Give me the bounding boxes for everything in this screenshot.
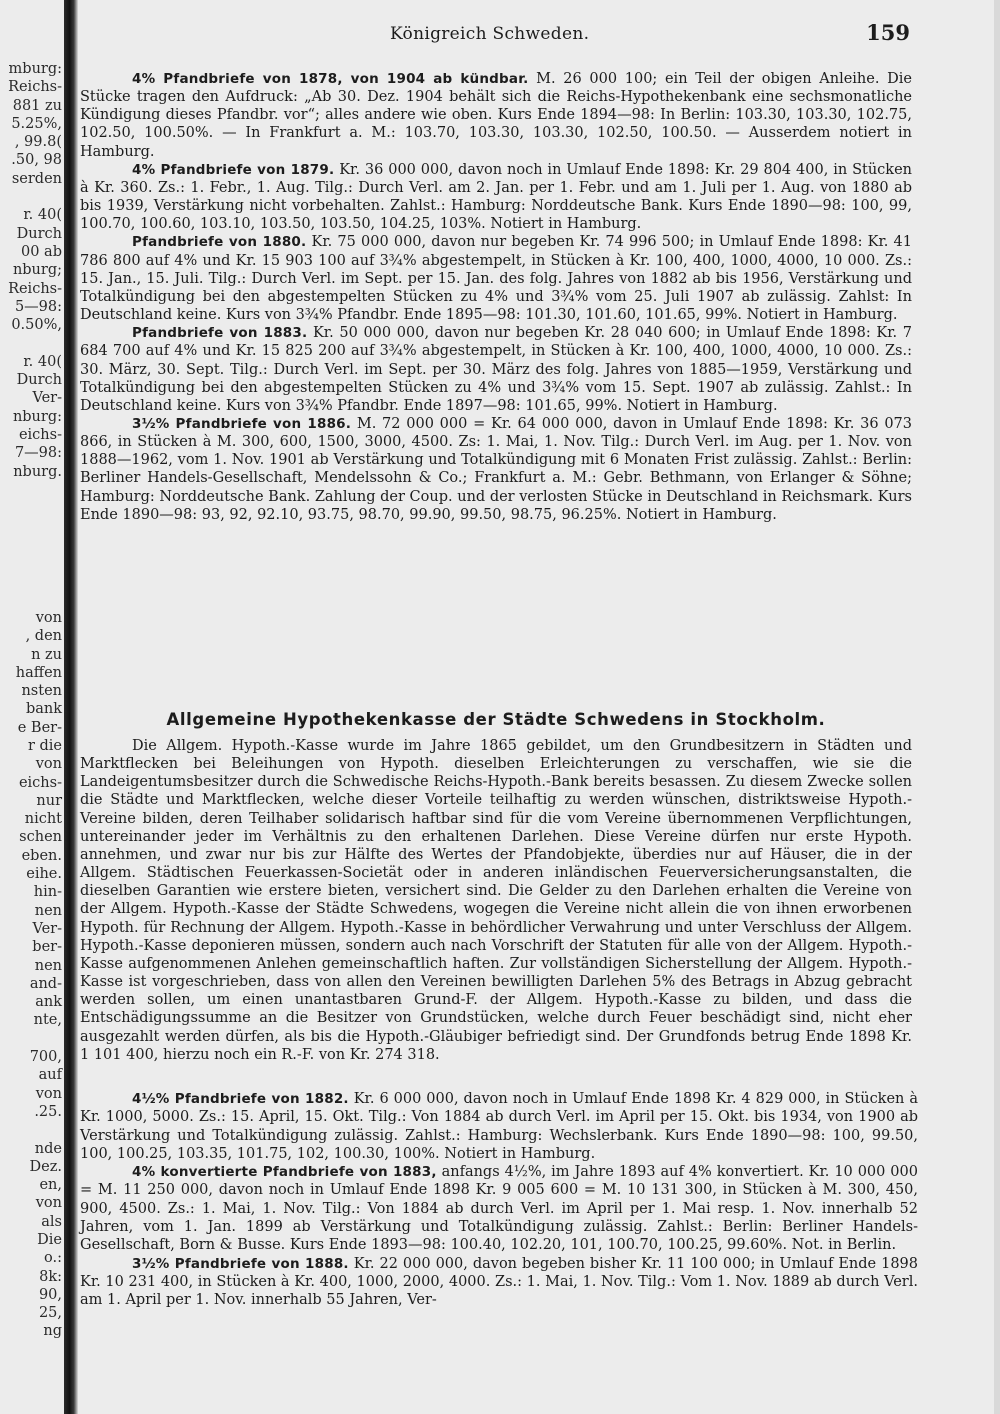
bond-entry-1880: [80, 233, 912, 324]
adjacent-page-text-fragment: 8k:: [39, 1268, 62, 1285]
page-number: 159: [866, 20, 910, 45]
bond-details: M. 72 000 000 = Kr. 64 000 000, davon in Umlauf Ende 1898: Kr. 36 073 866, in Stücken à M. 300, 600, 1500, 3000, 4500. Zs: 1. Mai, 1. Nov. Tilg.: Durch Verl. im Aug. per 1. Nov. von 1888—1962, vom 1. Nov. 1901 ab Verstärkung und Totalkündigung mit 6 Monaten Frist zulässig. Zahlst.: Berlin: Berliner Handels-Gesellschaft, Mendelssohn & Co.; Frankfurt a. M.: Gebr. Bethmann, von Erlanger & Söhne; Hamburg: Norddeutsche Bank. Zahlung der Coup. und der verlosten Stücke in Deutschland in Reichsmark. Kurs Ende 1890—98: 93, 92, 92.10, 93.75, 98.70, 99.90, 99.50, 98.75, 96.25%. Notiert in Hamburg.: [80, 415, 912, 523]
adjacent-page-text-fragment: [0, 517, 64, 535]
adjacent-page-text-fragment: , den: [25, 628, 62, 645]
bond-entry-1886: [80, 415, 912, 524]
adjacent-page-text-fragment: als: [41, 1213, 62, 1230]
adjacent-page-text-fragment: nde: [34, 1140, 62, 1157]
bond-heading: Pfandbriefe von 1880.: [132, 234, 307, 251]
adjacent-page-text-fragment: [0, 188, 64, 206]
bond-details: Kr. 75 000 000, davon nur begeben Kr. 74 996 500; in Umlauf Ende 1898: Kr. 41 786 800 auf 4% und Kr. 15 903 100 auf 3¾% abgestempelt, in Stücken à Kr. 100, 400, 1000, 4000, 10 000. Zs.: 15. Jan., 15. Juli. Tilg.: Durch Verl. im Sept. per 15. Jan. des folg. Jahres von 1882 ab bis 1956, Verstärkung und Totalkündigung bei den abgestempelten Stücken zu 4% und 3¾% vom 25. Juli 1907 ab zulässig. Zahlst: In Deutschland keine. Kurs von 3¾% Pfandbr. Ende 1895—98: 101.30, 101.60, 101.65, 99%. Notiert in Hamburg.: [80, 234, 912, 324]
adjacent-page-text-fragment: e Ber-: [17, 719, 62, 736]
section-title: Allgemeine Hypothekenkasse der Städte Schwedens in Stockholm.: [166, 710, 826, 729]
adjacent-page-text-fragment: nburg.: [13, 463, 62, 480]
bond-details: M. 26 000 100; ein Teil der obigen Anleihe. Die Stücke tragen den Aufdruck: „Ab 30. Dez. 1904 behält sich die Reichs-Hypothekenbank eine sechsmonatliche Kündigung dieses Pfandbr. vor“; alles andere wie oben. Kurs Ende 1894—98: In Berlin: 103.30, 103.30, 102.75, 102.50, 100.50%. — In Frankfurt a. M.: 103.70, 103.30, 103.30, 102.50, 100.50. — Ausserdem notiert in Hamburg.: [80, 71, 912, 160]
adjacent-page-text-fragment: schen: [19, 829, 62, 846]
adjacent-page-text-fragment: nur: [36, 792, 62, 809]
adjacent-page-text-fragment: ank: [35, 994, 62, 1011]
bond-entry-1888: [80, 1255, 918, 1310]
adjacent-page-text-fragment: Durch: [16, 372, 62, 389]
adjacent-page-text-fragment: von: [35, 1085, 62, 1102]
adjacent-page-text-fragment: o.:: [44, 1250, 62, 1267]
bond-heading: 3½% Pfandbriefe von 1888.: [132, 1255, 349, 1272]
adjacent-page-text-fragment: and-: [29, 975, 62, 992]
adjacent-page-text-fragment: Dez.: [29, 1158, 62, 1175]
adjacent-page-fragment: [0, 60, 64, 1414]
adjacent-page-text-fragment: nen: [34, 957, 62, 974]
bond-listing-section-1: [80, 70, 912, 524]
adjacent-page-text-fragment: bank: [25, 701, 62, 718]
adjacent-page-text-fragment: serden: [11, 170, 62, 187]
adjacent-page-text-fragment: Reichs-: [8, 280, 62, 297]
adjacent-page-text-fragment: von: [35, 1195, 62, 1212]
adjacent-page-text-fragment: eben.: [21, 847, 62, 864]
bond-heading: 3½% Pfandbriefe von 1886.: [132, 415, 352, 432]
adjacent-page-text-fragment: [0, 481, 64, 499]
adjacent-page-text-fragment: , 99.8(: [14, 134, 62, 151]
bond-entry-1883-converted: [80, 1163, 918, 1254]
adjacent-page-text-fragment: eichs-: [18, 426, 62, 443]
bond-details: Kr. 22 000 000, davon begeben bisher Kr. 11 100 000; in Umlauf Ende 1898 Kr. 10 231 400, in Stücken à Kr. 400, 1000, 2000, 4000. Zs.: 1. Mai, 1. Nov. Tilg.: Vom 1. Nov. 1889 ab durch Verl. am 1. April per 1. Nov. innerhalb 55 Jahren, Ver-: [80, 1255, 918, 1309]
adjacent-page-text-fragment: [0, 1121, 64, 1139]
bond-heading: 4% Pfandbriefe von 1878, von 1904 ab kündbar.: [132, 71, 529, 87]
adjacent-page-text-fragment: eichs-: [18, 774, 62, 791]
adjacent-page-text-fragment: 700,: [29, 1049, 62, 1066]
bond-entry-1878: [80, 70, 912, 161]
adjacent-page-text-fragment: nen: [34, 902, 62, 919]
bond-heading: 4½% Pfandbriefe von 1882.: [132, 1091, 349, 1107]
bond-details: Kr. 36 000 000, davon noch in Umlauf Ende 1898: Kr. 29 804 400, in Stücken à Kr. 360. Zs.: 1. Febr., 1. Aug. Tilg.: Durch Verl. am 2. Jan. per 1. Febr. und am 1. Juli per 1. Aug. von 1880 ab bis 1939, Verstärkung nicht vorbehalten. Zahlst.: Hamburg: Norddeutsche Bank. Kurs Ende 1890—98: 100, 99, 100.70, 100.60, 103.10, 103.50, 103.50, 104.25, 103%. Notiert in Hamburg.: [80, 161, 912, 233]
bond-entry-1883: [80, 324, 912, 415]
adjacent-page-text-fragment: nburg:: [12, 408, 62, 425]
adjacent-page-text-fragment: [0, 334, 64, 352]
adjacent-page-text-fragment: ng: [43, 1323, 62, 1340]
adjacent-page-text-fragment: Durch: [16, 225, 62, 242]
adjacent-page-text-fragment: 00 ab: [21, 243, 62, 260]
running-title: Königreich Schweden.: [390, 24, 590, 44]
adjacent-page-text-fragment: .25.: [34, 1103, 62, 1120]
bond-listing-section-2: [80, 1090, 918, 1310]
adjacent-page-text-fragment: [0, 536, 64, 554]
adjacent-page-text-fragment: 5.25%,: [11, 115, 62, 132]
adjacent-page-text-fragment: 0.50%,: [11, 317, 62, 334]
bond-entry-1882: [80, 1090, 918, 1163]
adjacent-page-text-fragment: nburg;: [12, 262, 62, 279]
adjacent-page-text-fragment: n zu: [31, 646, 62, 663]
adjacent-page-text-fragment: eihe.: [26, 866, 62, 883]
adjacent-page-text-fragment: r. 40(: [23, 207, 62, 224]
adjacent-page-text-fragment: 25,: [38, 1305, 62, 1322]
bond-heading: Pfandbriefe von 1883.: [132, 325, 308, 342]
bond-details: anfangs 4½%, im Jahre 1893 auf 4% konvertiert. Kr. 10 000 000 = M. 11 250 000, davon noch in Umlauf Ende 1898 Kr. 9 005 600 = M. 10 131 300, in Stücken à M. 300, 450, 900, 4500. Zs.: 1. Mai, 1. Nov. Tilg.: Von 1884 ab durch Verl. im April per 1. Mai resp. 1. Nov. innerhalb 52 Jahren, vom 1. Jan. 1899 ab Verstärkung und Totalkündigung zulässig. Zahlst.: Berlin: Berliner Handels-Gesellschaft, Born & Busse. Kurs Ende 1893—98: 100.40, 102.20, 101, 100.70, 100.25, 99.60%. Not. in Berlin.: [80, 1164, 918, 1254]
adjacent-page-text-fragment: Die: [37, 1232, 62, 1248]
adjacent-page-text-fragment: [0, 1341, 64, 1359]
adjacent-page-text-fragment: [0, 554, 64, 572]
adjacent-page-text-fragment: [0, 1359, 64, 1377]
adjacent-page-text-fragment: haffen: [15, 664, 62, 681]
bond-details: Kr. 50 000 000, davon nur begeben Kr. 28 040 600; in Umlauf Ende 1898: Kr. 7 684 700 auf 4% und Kr. 15 825 200 auf 3¾% abgestempelt, in Stücken à Kr. 100, 400, 1000, 4000, 10 000. Zs.: 30. März, 30. Sept. Tilg.: Durch Verl. im Sept. per 30. März des folg. Jahres von 1885—1959, Verstärkung und Totalkündigung bei den abgestempelten Stücken zu 4% und 3¾% vom 15. Sept. 1907 ab zulässig. Zahlst.: In Deutschland keine. Kurs von 3¾% Pfandbr. Ende 1897—98: 101.65, 99%. Notiert in Hamburg.: [80, 325, 912, 414]
adjacent-page-text-fragment: [0, 591, 64, 609]
adjacent-page-text-fragment: [0, 499, 64, 517]
adjacent-page-text-fragment: en,: [39, 1177, 62, 1194]
adjacent-page-text-fragment: [0, 1030, 64, 1048]
adjacent-page-text-fragment: 7—98:: [14, 445, 62, 462]
adjacent-page-text-fragment: 90,: [38, 1286, 62, 1303]
adjacent-page-text-fragment: 5—98:: [14, 298, 62, 315]
page-edge: [994, 0, 1000, 1414]
adjacent-page-text-fragment: nte,: [33, 1012, 62, 1029]
adjacent-page-text-fragment: nsten: [21, 683, 62, 700]
page-header: [80, 20, 910, 50]
adjacent-page-text-fragment: [0, 572, 64, 590]
institution-section: [80, 692, 912, 1064]
adjacent-page-text-fragment: Ver-: [32, 390, 62, 407]
bond-heading: 4% Pfandbriefe von 1879.: [132, 161, 335, 178]
bond-entry-1879: [80, 161, 912, 234]
adjacent-page-text-fragment: Ver-: [32, 920, 62, 937]
adjacent-page-text-fragment: r die: [27, 737, 62, 754]
adjacent-page-text-fragment: von: [35, 609, 62, 626]
adjacent-page-text-fragment: von: [35, 756, 62, 773]
institution-description: Die Allgem. Hypoth.-Kasse wurde im Jahre 1865 gebildet, um den Grundbesitzern in Städten und Marktflecken bei Beleihungen von Hypoth. dieselben Erleichterungen zu verschaffen, wie sie die Landeigentumsbesitzer durch die Schwedische Reichs-Hypoth.-Bank bereits besassen. Zu diesem Zwecke sollen die Städte und Marktflecken, welche dieser Vorteile teilhaftig zu werden wünschen, distriktsweise Hypoth.-Vereine bilden, deren Teilhaber solidarisch haftbar sind für die vom Vereine übernommenen Verpflichtungen, untereinander jeder im Verhältnis zu den erhaltenen Darlehen. Diese Vereine dürfen nur erste Hypoth. annehmen, und zwar nur bis zur Hälfte des Wertes der Pfandobjekte, überdies nur auf Häuser, die in der Allgem. Städtischen Feuerkassen-Societät oder in anderen inländischen Feuerversicherungsanstalten, die dieselben Garantien wie erstere bieten, versichert sind. Die Gelder zu den Darlehen erhalten die Vereine von der Allgem. Hypoth.-Kasse der Städte Schwedens, wogegen die Vereine nicht allein die von ihnen erworbenen Hypoth. für Rechnung der Allgem. Hypoth.-Kasse in behördlicher Verwahrung und unter Verschluss der Allgem. Hypoth.-Kasse deponieren müssen, sondern auch nach Vorschrift der Statuten für alle von der Allgem. Hypoth.-Kasse aufgenommenen Anlehen gemeinschaftlich haften. Zur vollständigen Sicherstellung der Allgem. Hypoth.-Kasse ist vorgeschrieben, dass von allen den Vereinen bewilligten Darlehen 5% des Betrags in Abzug gebracht werden sollen, um einen unantastbaren Grund-F. der Allgem. Hypoth.-Kasse zu bilden, und dass die Entschädigungssumme an die Besitzer von Grundstücken, welche durch Feuer beschädigt sind, nicht eher ausgezahlt werden dürfen, als bis die Hypoth.-Gläubiger befriedigt sind. Der Grundfonds betrug Ende 1898 Kr. 1 101 400, hierzu noch ein R.-F. von Kr. 274 318.: [80, 738, 912, 1063]
adjacent-page-text-fragment: auf: [38, 1067, 62, 1084]
adjacent-page-text-fragment: nicht: [24, 811, 62, 828]
adjacent-page-text-fragment: mburg:: [8, 61, 62, 77]
book-gutter: [64, 0, 78, 1414]
adjacent-page-text-fragment: 881 zu: [12, 97, 62, 114]
bond-heading: 4% konvertierte Pfandbriefe von 1883,: [132, 1164, 437, 1181]
adjacent-page-text-fragment: Reichs-: [8, 79, 62, 96]
bond-details: Kr. 6 000 000, davon noch in Umlauf Ende 1898 Kr. 4 829 000, in Stücken à Kr. 1000, 5000. Zs.: 15. April, 15. Okt. Tilg.: Von 1884 ab durch Verl. im April per 15. Okt. bis 1934, von 1900 ab Verstärkung und Totalkündigung zulässig. Zahlst.: Hamburg: Wechslerbank. Kurs Ende 1890—98: 100, 99.50, 100, 100.25, 103.35, 101.75, 102, 100.30, 100%. Notiert in Hamburg.: [80, 1091, 919, 1162]
adjacent-page-text-fragment: ber-: [32, 939, 62, 956]
adjacent-page-text-fragment: r. 40(: [23, 353, 62, 370]
adjacent-page-text-fragment: .50, 98: [11, 152, 62, 169]
adjacent-page-text-fragment: hin-: [33, 884, 62, 901]
